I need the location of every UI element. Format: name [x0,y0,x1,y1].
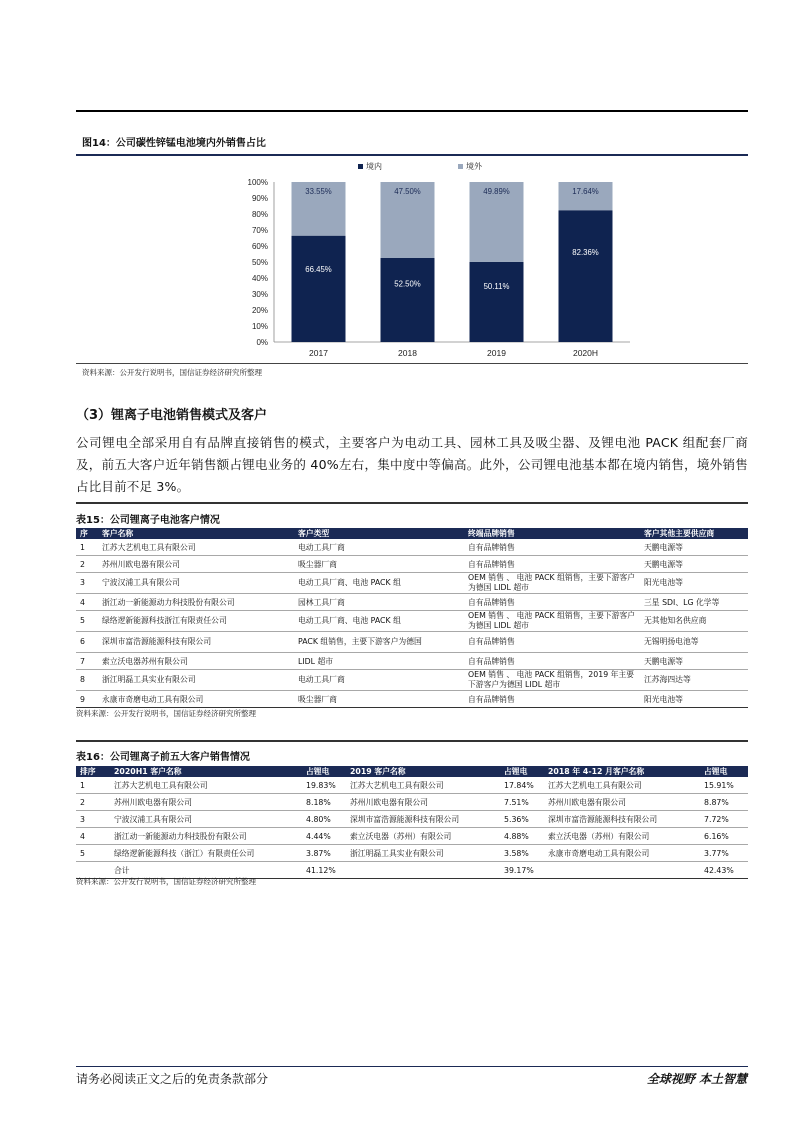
table15-cell: 三星 SDI、LG 化学等 [640,594,748,611]
table16-cell: 深圳市富浩源能源科技有限公司 [346,811,500,828]
bar-data-label: 33.55% [305,187,332,196]
table16-cell: 5 [76,845,110,862]
x-tick-label: 2019 [487,348,506,358]
table16-row [76,794,748,811]
table16-cell: 苏州川欧电器有限公司 [110,794,302,811]
bar-segment-domestic [381,258,435,342]
table16-cell: 7.72% [700,811,748,828]
table15-row [76,653,748,670]
bar-segment-domestic [559,210,613,342]
bar-data-label: 47.50% [394,187,421,196]
table16-header-row [76,766,748,777]
table15-row [76,670,748,691]
bar-data-label: 82.36% [572,248,599,258]
table16-cell: 6.16% [700,828,748,845]
table15-cell: LIDL 超市 [294,653,464,670]
table15-cell: 1 [76,539,98,556]
table15-header-cell: 客户其他主要供应商 [640,528,748,539]
figure-title: 图14：公司碳性锌锰电池境内外销售占比 [82,138,266,149]
table16-cell: 8.18% [302,794,346,811]
table16-title: 表16：公司锂离子前五大客户销售情况 [76,752,250,763]
table15-header-cell: 序 [76,528,98,539]
table15-cell: 自有品牌销售 [464,539,640,556]
figure-bottom-rule [76,363,748,364]
body-paragraph: 公司锂电全部采用自有品牌直接销售的模式，主要客户为电动工具、园林工具及吸尘器、及锂电池 PACK 组配套厂商及，前五大客户近年销售额占锂电业务的 40%左右，集中度中等偏高。此外，公司锂电池基本都在境内销售，境外销售占比目前不足 3%。 [76,435,748,494]
table15-cell: 天鹏电源等 [640,539,748,556]
table15-cell: PACK 组销售，主要下游客户为德国 [294,632,464,653]
table15-cell: 自有品牌销售 [464,556,640,573]
table16-row [76,777,748,794]
table16-cell: 江苏大艺机电工具有限公司 [544,777,700,794]
table16-cell: 索立沃电器（苏州）有限公司 [544,828,700,845]
legend-label: 境内 [366,162,382,171]
table15-header-cell: 终端品牌销售 [464,528,640,539]
table16-cell: 3.77% [700,845,748,862]
table15-cell: OEM 销售 、 电池 PACK 组销售，2019 年主要下游客户为德国 LIDL 超市 [464,670,640,691]
table15-row [76,573,748,594]
bar-data-label: 17.64% [572,187,599,196]
table15-cell: 8 [76,670,98,691]
table15-cell: 2 [76,556,98,573]
bar-segment-domestic [292,236,346,342]
table15-cell: 自有品牌销售 [464,594,640,611]
table16-cell: 39.17% [500,862,544,879]
table16-cell: 索立沃电器（苏州）有限公司 [346,828,500,845]
footer-disclaimer: 请务必阅读正文之后的免责条款部分 [76,1072,269,1086]
table15-cell: 索立沃电器苏州有限公司 [98,653,294,670]
table15-cell: 永康市奇磨电动工具有限公司 [98,691,294,708]
y-tick-label: 100% [247,178,268,187]
table15-cell: 电动工具厂商、电池 PACK 组 [294,573,464,594]
y-tick-label: 20% [251,306,268,315]
figure-source: 资料来源：公开发行说明书，国信证券经济研究所整理 [82,368,262,377]
y-tick-label: 0% [256,338,268,347]
y-tick-label: 50% [251,258,268,267]
x-tick-label: 2018 [398,348,417,358]
table16-cell: 绿络逻新能源科技（浙江）有限责任公司 [110,845,302,862]
bar-segment-domestic [470,262,524,342]
table15-cell: 自有品牌销售 [464,691,640,708]
table16-cell: 3 [76,811,110,828]
table16-cell: 3.87% [302,845,346,862]
table15-cell: 自有品牌销售 [464,653,640,670]
bar-data-label: 52.50% [394,279,421,289]
x-tick-label: 2017 [309,348,328,358]
y-tick-label: 30% [251,290,268,299]
table15-cell: 园林工具厂商 [294,594,464,611]
table15-top-rule [76,502,748,504]
table15-title: 表15：公司锂离子电池客户情况 [76,515,220,526]
table16-cell: 7.51% [500,794,544,811]
table15-cell: 无其他知名供应商 [640,611,748,632]
table15-header-cell: 客户类型 [294,528,464,539]
table15-cell: 无锡明扬电池等 [640,632,748,653]
table15-cell: 阳光电池等 [640,691,748,708]
table15-cell: 天鹏电源等 [640,653,748,670]
stacked-bar-chart [76,158,748,362]
bar-data-label: 49.89% [483,187,510,196]
table16-cell: 1 [76,777,110,794]
table15-cell: 7 [76,653,98,670]
table16-cell: 宁波汉浦工具有限公司 [110,811,302,828]
table15-row [76,611,748,632]
table15-row [76,691,748,708]
table15-cell: 浙江动一新能源动力科技股份有限公司 [98,594,294,611]
table16-cell [544,862,700,879]
x-tick-label: 2020H [572,348,599,358]
table16-cell: 41.12% [302,862,346,879]
table16-cell: 江苏大艺机电工具有限公司 [346,777,500,794]
table16-header-cell: 2019 客户名称 [346,766,500,777]
y-tick-label: 10% [251,322,268,331]
table16-source: 资料来源：公开发行说明书，国信证券经济研究所整理 [76,877,256,886]
table15-cell: 深圳市富浩源能源科技有限公司 [98,632,294,653]
table15-cell: 6 [76,632,98,653]
table15-cell: 绿络逻新能源科技浙江有限责任公司 [98,611,294,632]
legend-swatch [358,164,363,169]
table16-row [76,828,748,845]
table15-cell: 宁波汉浦工具有限公司 [98,573,294,594]
table15-header-row [76,528,748,539]
table16-cell: 4 [76,828,110,845]
table16-cell: 4.80% [302,811,346,828]
table16 [76,766,748,879]
table16-header-cell: 排序 [76,766,110,777]
table15-source: 资料来源：公开发行说明书，国信证券经济研究所整理 [76,709,256,718]
table16-row [76,811,748,828]
table15-header-cell: 客户名称 [98,528,294,539]
table16-cell: 5.36% [500,811,544,828]
table16-row [76,845,748,862]
table16-cell: 永康市奇磨电动工具有限公司 [544,845,700,862]
table15-cell: 电动工具厂商 [294,539,464,556]
bar-data-label: 50.11% [483,282,510,292]
table15-cell: 江苏海四达等 [640,670,748,691]
table15-cell: 3 [76,573,98,594]
y-tick-label: 90% [251,194,268,203]
table15-cell: 吸尘器厂商 [294,691,464,708]
bar-data-label: 66.45% [305,264,332,274]
y-tick-label: 80% [251,210,268,219]
table16-header-cell: 占锂电 [500,766,544,777]
table16-cell: 3.58% [500,845,544,862]
table15-cell: 电动工具厂商 [294,670,464,691]
table16-header-cell: 占锂电 [700,766,748,777]
table16-cell: 苏州川欧电器有限公司 [346,794,500,811]
table15-row [76,594,748,611]
table15-cell: 江苏大艺机电工具有限公司 [98,539,294,556]
table16-cell: 合计 [110,862,302,879]
table16-cell: 浙江明磊工具实业有限公司 [346,845,500,862]
table16-cell: 17.84% [500,777,544,794]
table16-cell: 江苏大艺机电工具有限公司 [110,777,302,794]
section-heading: （3）锂离子电池销售模式及客户 [76,408,268,423]
y-tick-label: 40% [251,274,268,283]
table15-cell: 浙江明磊工具实业有限公司 [98,670,294,691]
table15-cell: 4 [76,594,98,611]
table15-cell: OEM 销售 、 电池 PACK 组销售，主要下游客户为德国 LIDL 超市 [464,573,640,594]
table16-cell: 4.88% [500,828,544,845]
table16-header-cell: 2020H1 客户名称 [110,766,302,777]
table15-cell: 电动工具厂商、电池 PACK 组 [294,611,464,632]
table16-cell: 2 [76,794,110,811]
table15-cell: 阳光电池等 [640,573,748,594]
legend-swatch [458,164,463,169]
table15-cell: 苏州川欧电器有限公司 [98,556,294,573]
table16-cell [346,862,500,879]
header-rule [76,110,748,112]
table16-cell: 19.83% [302,777,346,794]
table15-row [76,556,748,573]
table16-cell: 15.91% [700,777,748,794]
table15-cell: 天鹏电源等 [640,556,748,573]
figure-title-rule [76,154,748,156]
table16-cell: 4.44% [302,828,346,845]
table15-row [76,632,748,653]
table15-cell: 5 [76,611,98,632]
table15-row [76,539,748,556]
table16-header-cell: 2018 年 4-12 月客户名称 [544,766,700,777]
table15 [76,528,748,708]
footer-rule [76,1066,748,1067]
legend-label: 境外 [466,162,482,171]
table15-cell: 自有品牌销售 [464,632,640,653]
table15-cell: 吸尘器厂商 [294,556,464,573]
table16-cell: 42.43% [700,862,748,879]
table15-cell: OEM 销售 、 电池 PACK 组销售，主要下游客户为德国 LIDL 超市 [464,611,640,632]
table15-cell: 9 [76,691,98,708]
y-tick-label: 70% [251,226,268,235]
table16-header-cell: 占锂电 [302,766,346,777]
table16-cell: 深圳市富浩源能源科技有限公司 [544,811,700,828]
table16-top-rule [76,740,748,742]
table16-cell: 苏州川欧电器有限公司 [544,794,700,811]
y-tick-label: 60% [251,242,268,251]
table16-cell: 浙江动一新能源动力科技股份有限公司 [110,828,302,845]
footer-slogan: 全球视野 本土智慧 [646,1072,747,1086]
table16-cell: 8.87% [700,794,748,811]
